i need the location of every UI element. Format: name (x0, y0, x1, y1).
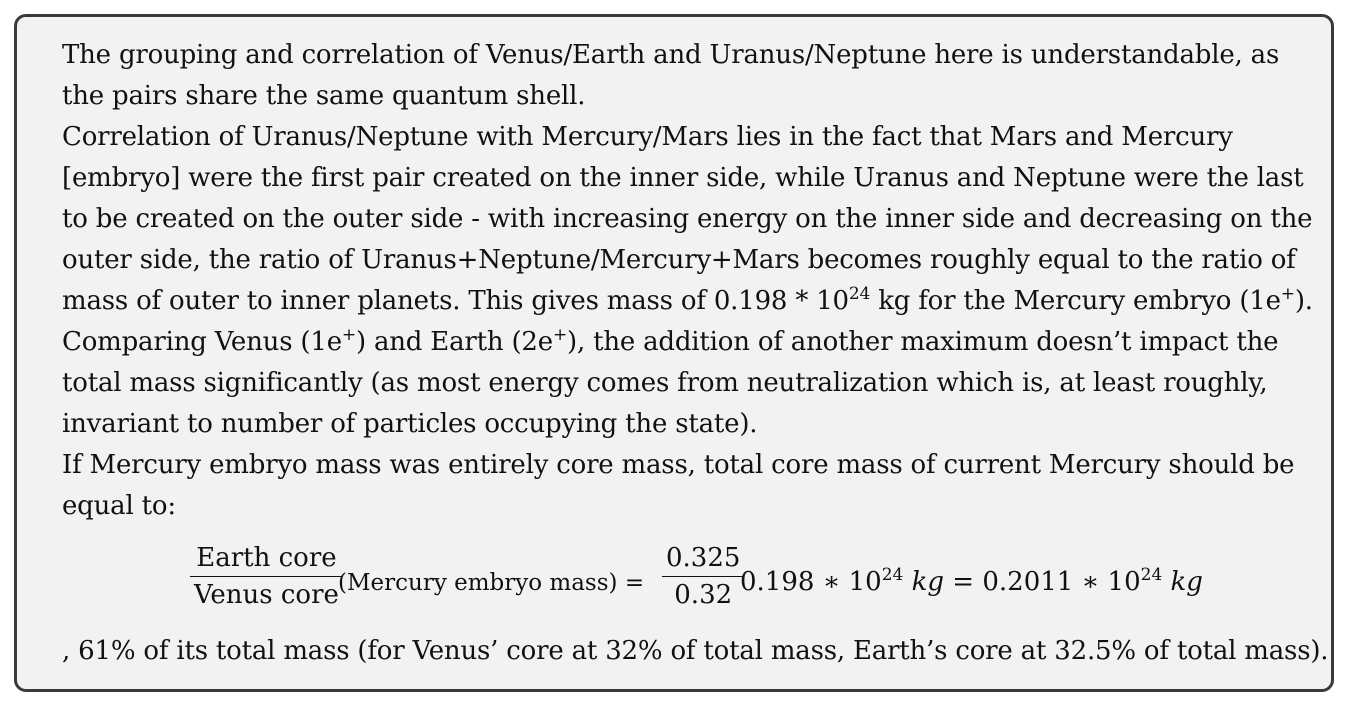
text-line: to be created on the outer side - with increasing energy on the inner side and decreasing on the (62, 204, 1313, 234)
denominator: 0.32 (674, 580, 733, 610)
fraction-earth-venus (190, 540, 343, 613)
text-line: Correlation of Uranus/Neptune with Mercury/Mars lies in the fact that Mars and Mercury (62, 122, 1233, 152)
superscript: 24 (1140, 565, 1163, 585)
text-span: ) and Earth (2e (355, 327, 553, 357)
text-line: total mass significantly (as most energy comes from neutralization which is, at least roughly, (62, 368, 1268, 398)
text-line: invariant to number of particles occupying the state). (62, 409, 758, 439)
superscript: 24 (848, 284, 871, 304)
equation-text (338, 564, 644, 601)
equation-rhs (740, 564, 1203, 603)
fraction-ratio (662, 540, 744, 613)
text-span: kg for the Mercury embryo (1e (870, 286, 1281, 316)
superscript: + (1280, 284, 1295, 304)
text-span: ). (1294, 286, 1313, 316)
text-span: Comparing Venus (1e (62, 327, 342, 357)
text-line: equal to: (62, 491, 176, 521)
text-line: , 61% of its total mass (for Venus’ core at 32% of total mass, Earth’s core at 32.5% of total mass). (62, 636, 1329, 666)
text-line: [embryo] were the first pair created on the inner side, while Uranus and Neptune were the last (62, 163, 1304, 193)
superscript: + (341, 325, 356, 345)
text-line: the pairs share the same quantum shell. (62, 81, 586, 111)
denominator: Venus core (194, 580, 339, 610)
text-line (62, 286, 1313, 319)
rhs-value: 0.2011 ∗ 10 (982, 567, 1141, 597)
text-line (62, 327, 1278, 360)
text-line: The grouping and correlation of Venus/Earth and Uranus/Neptune here is understandable, as (62, 40, 1280, 70)
text-span: mass of outer to inner planets. This gives mass of 0.198 * 10 (62, 286, 849, 316)
equals-sign: = (952, 567, 975, 597)
text-line: outer side, the ratio of Uranus+Neptune/Mercury+Mars becomes roughly equal to the ratio of (62, 245, 1296, 275)
paren-text: (Mercury embryo mass) = (338, 570, 645, 596)
superscript: 24 (881, 565, 904, 585)
numerator: Earth core (196, 543, 337, 573)
superscript: + (552, 325, 567, 345)
numerator: 0.325 (666, 543, 741, 573)
rhs-value: 0.198 ∗ 10 (740, 567, 882, 597)
text-span: ), the addition of another maximum doesn’t impact the (567, 327, 1279, 357)
unit: kg (911, 567, 945, 597)
text-line: If Mercury embryo mass was entirely core mass, total core mass of current Mercury should be (62, 450, 1295, 480)
unit: kg (1170, 567, 1203, 597)
